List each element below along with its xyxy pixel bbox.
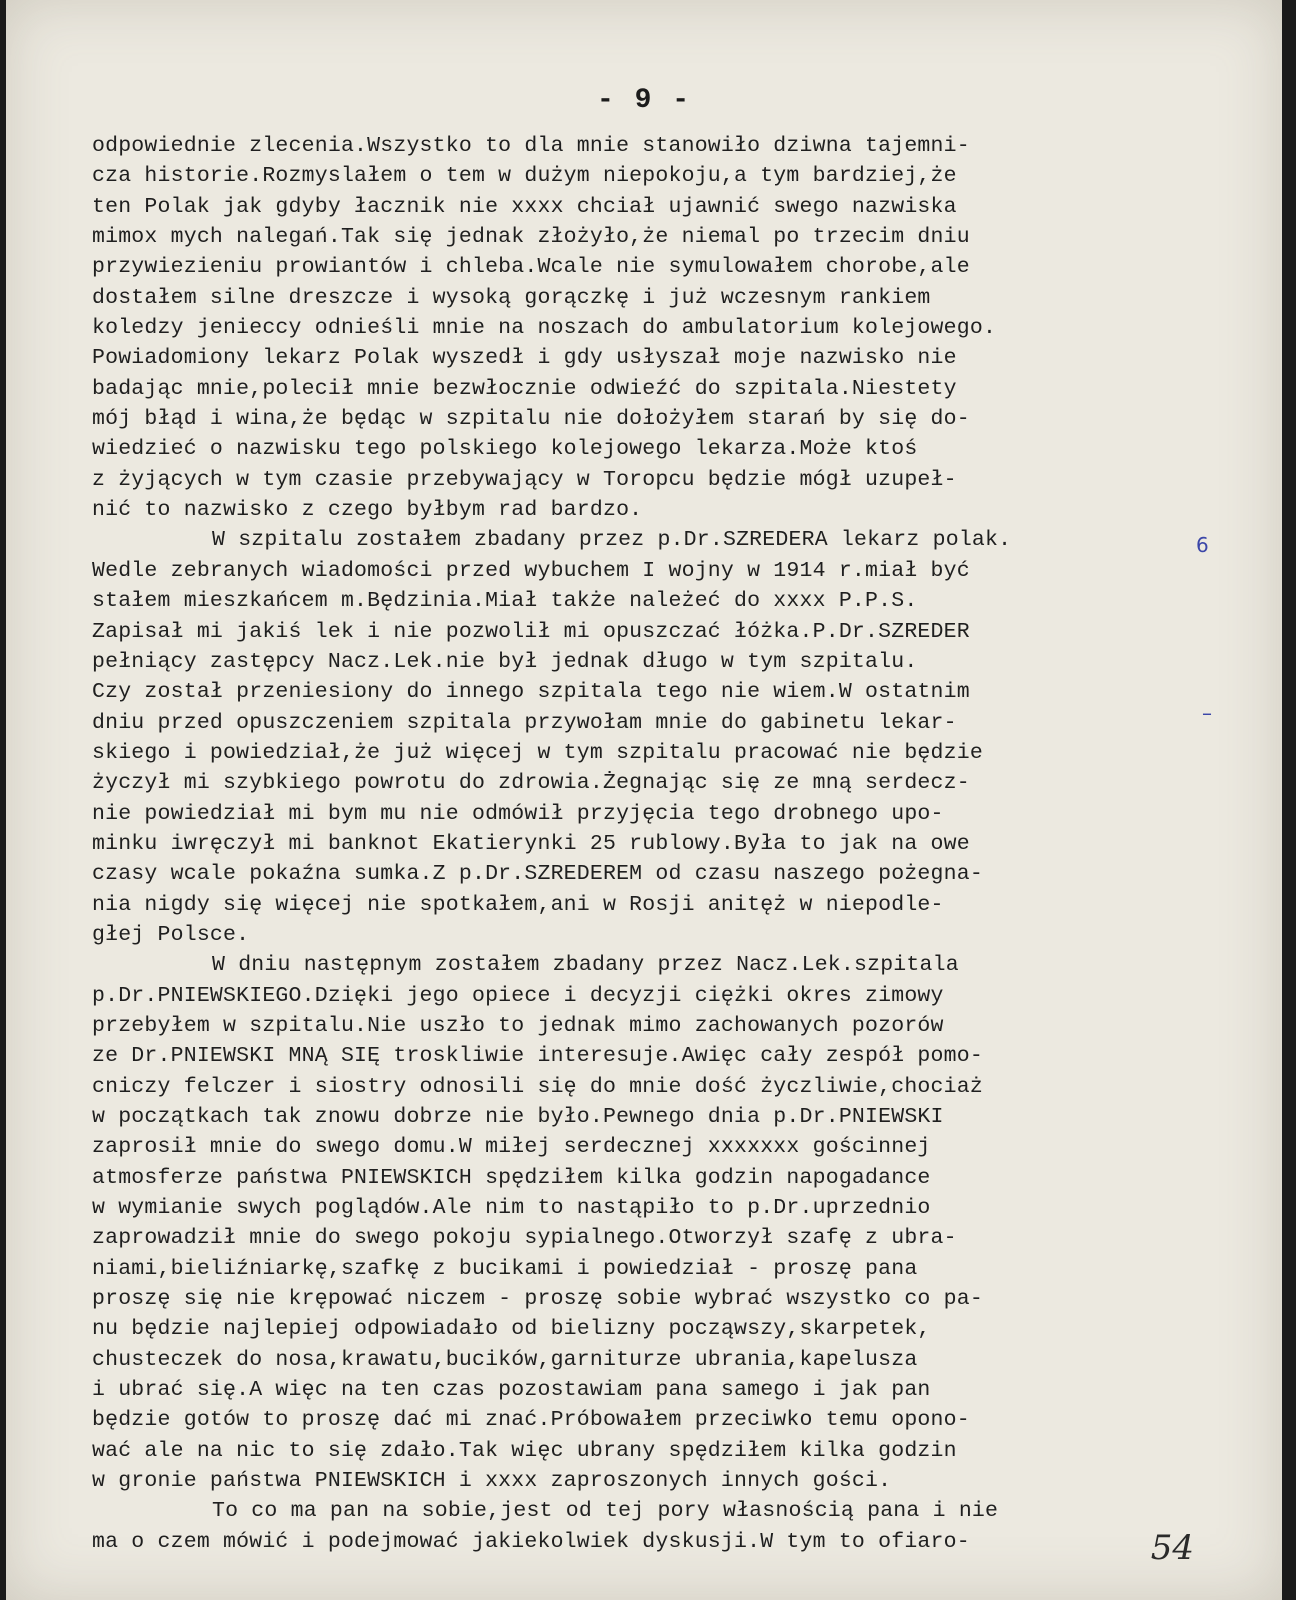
text-line: skiego i powiedział,że już więcej w tym szpitalu pracować nie będzie [92,740,983,765]
text-line: Powiadomiony lekarz Polak wyszedł i gdy usłyszał moje nazwisko nie [92,346,957,371]
text-line: minku iwręczył mi banknot Ekatierynki 25 rublowy.Była to jak na owe [92,831,970,856]
text-line: stałem mieszkańcem m.Będzinia.Miał także należeć do xxxx P.P.S. [92,589,918,614]
text-line: przywiezieniu prowiantów i chleba.Wcale nie symulowałem chorobe,ale [92,255,970,280]
text-line: będzie gotów to proszę dać mi znać.Próbowałem przeciwko temu opono- [92,1408,970,1433]
text-line: proszę się nie krępować niczem - proszę sobie wybrać wszystko co pa- [92,1287,983,1312]
text-line: wać ale na nic to się zdało.Tak więc ubrany spędziłem kilka godzin [92,1438,957,1463]
text-line: przebyłem w szpitalu.Nie uszło to jednak mimo zachowanych pozorów [92,1013,944,1038]
text-line: dniu przed opuszczeniem szpitala przywołam mnie do gabinetu lekar- [92,710,957,735]
text-line: czasy wcale pokaźna sumka.Z p.Dr.SZREDEREM od czasu naszego pożegna- [92,862,983,887]
text-line: cniczy felczer i siostry odnosili się do mnie dość życzliwie,chociaż [92,1074,983,1099]
text-line: niami,bieliźniarkę,szafkę z bucikami i powiedział - proszę pana [92,1256,918,1281]
text-line: W dniu następnym zostałem zbadany przez Nacz.Lek.szpitala [212,953,959,978]
text-line: zaprowadził mnie do swego pokoju sypialnego.Otworzył szafę z ubra- [92,1226,957,1251]
text-line: i ubrać się.A więc na ten czas pozostawiam pana samego i jak pan [92,1378,931,1403]
text-line: z żyjących w tym czasie przebywający w Toropcu będzie mógł uzupeł- [92,467,957,492]
text-line: chusteczek do nosa,krawatu,bucików,garniturze ubrania,kapelusza [92,1347,918,1372]
text-line: To co ma pan na sobie,jest od tej pory własnością pana i nie [212,1499,999,1524]
typewritten-text-body [92,131,1252,1557]
text-line: mój błąd i wina,że będąc w szpitalu nie dołożyłem starań by się do- [92,407,970,432]
text-line: nić to nazwisko z czego byłbym rad bardzo. [92,498,643,523]
text-line: nu będzie najlepiej odpowiadało od bielizny począwszy,skarpetek, [92,1317,931,1342]
text-line: Czy został przeniesiony do innego szpitala tego nie wiem.W ostatnim [92,680,970,705]
text-line: odpowiednie zlecenia.Wszystko to dla mnie stanowiło dziwna tajemni- [92,134,970,158]
text-line: atmosferze państwa PNIEWSKICH spędziłem kilka godzin napogadance [92,1165,931,1190]
margin-correction-mark: 6 [1196,533,1209,557]
text-line: życzył mi szybkiego powrotu do zdrowia.Żegnając się ze mną serdecz- [92,771,970,796]
text-line: ten Polak jak gdyby łacznik nie xxxx chciał ujawnić swego nazwiska [92,194,957,219]
text-line: głej Polsce. [92,922,250,947]
text-line: nie powiedział mi bym mu nie odmówił przyjęcia tego drobnego upo- [92,801,944,826]
text-line: w gronie państwa PNIEWSKICH i xxxx zaproszonych innych gości. [92,1469,892,1494]
text-line: cza historie.Rozmyslałem o tem w dużym niepokoju,a tym bardziej,że [92,164,957,189]
text-line: dostałem silne dreszcze i wysoką gorączkę i już wczesnym rankiem [92,285,931,310]
text-line: pełniący zastępcy Nacz.Lek.nie był jednak długo w tym szpitalu. [92,649,918,674]
text-line: w początkach tak znowu dobrze nie było.Pewnego dnia p.Dr.PNIEWSKI [92,1105,944,1129]
text-line: koledzy jenieccy odnieśli mnie na noszach do ambulatorium kolejowego. [92,316,997,341]
text-line: ze Dr.PNIEWSKI MNĄ SIĘ troskliwie interesuje.Awięc cały zespół pomo- [92,1044,983,1069]
text-line: W szpitalu zostałem zbadany przez p.Dr.SZREDERA lekarz polak. [212,528,1012,553]
document-page [6,0,1282,1600]
text-line: badając mnie,polecił mnie bezwłocznie odwieźć do szpitala.Niestety [92,376,957,401]
text-line: zaprosił mnie do swego domu.W miłej serdecznej xxxxxxx gościnnej [92,1135,931,1160]
text-line: w wymianie swych poglądów.Ale nim to nastąpiło to p.Dr.uprzednio [92,1196,931,1221]
text-line: mimox mych nalegań.Tak się jednak złożyło,że niemal po trzecim dniu [92,225,970,250]
text-line: wiedzieć o nazwisku tego polskiego kolejowego lekarza.Może ktoś [92,437,918,462]
archive-page-number: 54 [1150,1528,1194,1568]
text-line: ma o czem mówić i podejmować jakiekolwiek dyskusji.W tym to ofiaro- [92,1529,970,1554]
page-number: - 9 - [596,85,691,116]
text-line: Wedle zebranych wiadomości przed wybuchem I wojny w 1914 r.miał być [92,558,970,583]
margin-correction-mark: – [1202,701,1212,725]
text-line: Zapisał mi jakiś lek i nie pozwolił mi opuszczać łóżka.P.Dr.SZREDER [92,619,970,644]
text-line: p.Dr.PNIEWSKIEGO.Dzięki jego opiece i decyzji ciężki okres zimowy [92,983,944,1008]
text-line: nia nigdy się więcej nie spotkałem,ani w Rosji anitęż w niepodle- [92,892,944,917]
